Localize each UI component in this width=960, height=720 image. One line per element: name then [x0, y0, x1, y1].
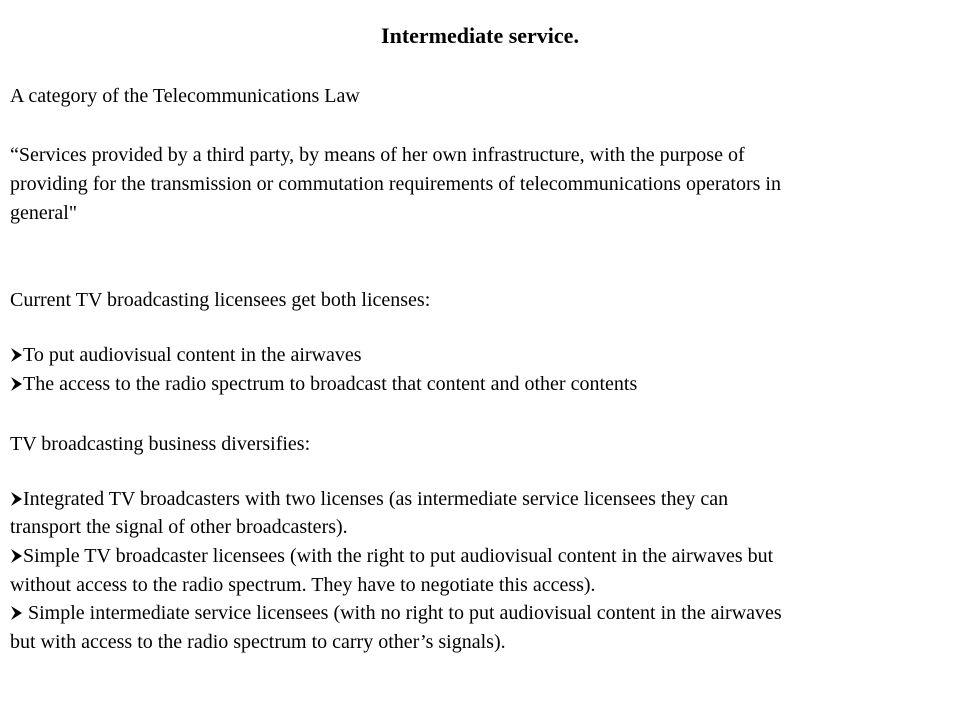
definition-quote-line: “Services provided by a third party, by means of her own infrastructure, with the purpose of: [10, 144, 745, 166]
diversification-bullet-continuation: transport the signal of other broadcasters).: [10, 516, 348, 538]
definition-quote-line: providing for the transmission or commutation requirements of telecommunications operators in: [10, 173, 781, 195]
diversification-bullet-item: [10, 601, 950, 625]
page-title: Intermediate service.: [381, 23, 579, 48]
arrowhead-bullet-icon: [10, 491, 23, 507]
diversification-bullet-text: Simple TV broadcaster licensees (with the right to put audiovisual content in the airwaves but: [23, 545, 774, 567]
arrowhead-bullet-icon: [10, 548, 23, 564]
license-bullet-text: To put audiovisual content in the airwaves: [23, 344, 362, 366]
diversification-bullet-continuation: without access to the radio spectrum. They have to negotiate this access).: [10, 574, 596, 596]
arrowhead-bullet-icon: [10, 347, 23, 363]
license-bullet-item: [10, 343, 950, 367]
diversification-intro: TV broadcasting business diversifies:: [10, 433, 311, 455]
diversification-bullet-item: [10, 487, 950, 511]
license-bullet-text: The access to the radio spectrum to broadcast that content and other contents: [23, 373, 638, 395]
arrowhead-bullet-icon: [10, 376, 23, 392]
diversification-bullet-continuation: but with access to the radio spectrum to carry other’s signals).: [10, 631, 506, 653]
diversification-bullet-text: Integrated TV broadcasters with two licenses (as intermediate service licensees they can: [23, 488, 729, 510]
diversification-bullet-item: [10, 544, 950, 568]
definition-intro: A category of the Telecommunications Law: [10, 85, 360, 107]
licenses-intro: Current TV broadcasting licensees get both licenses:: [10, 289, 431, 311]
diversification-bullet-text: Simple intermediate service licensees (with no right to put audiovisual content in the airwaves: [23, 602, 782, 624]
license-bullet-item: [10, 372, 950, 396]
arrowhead-bullet-icon: [10, 605, 23, 621]
definition-quote-line: general": [10, 202, 78, 224]
